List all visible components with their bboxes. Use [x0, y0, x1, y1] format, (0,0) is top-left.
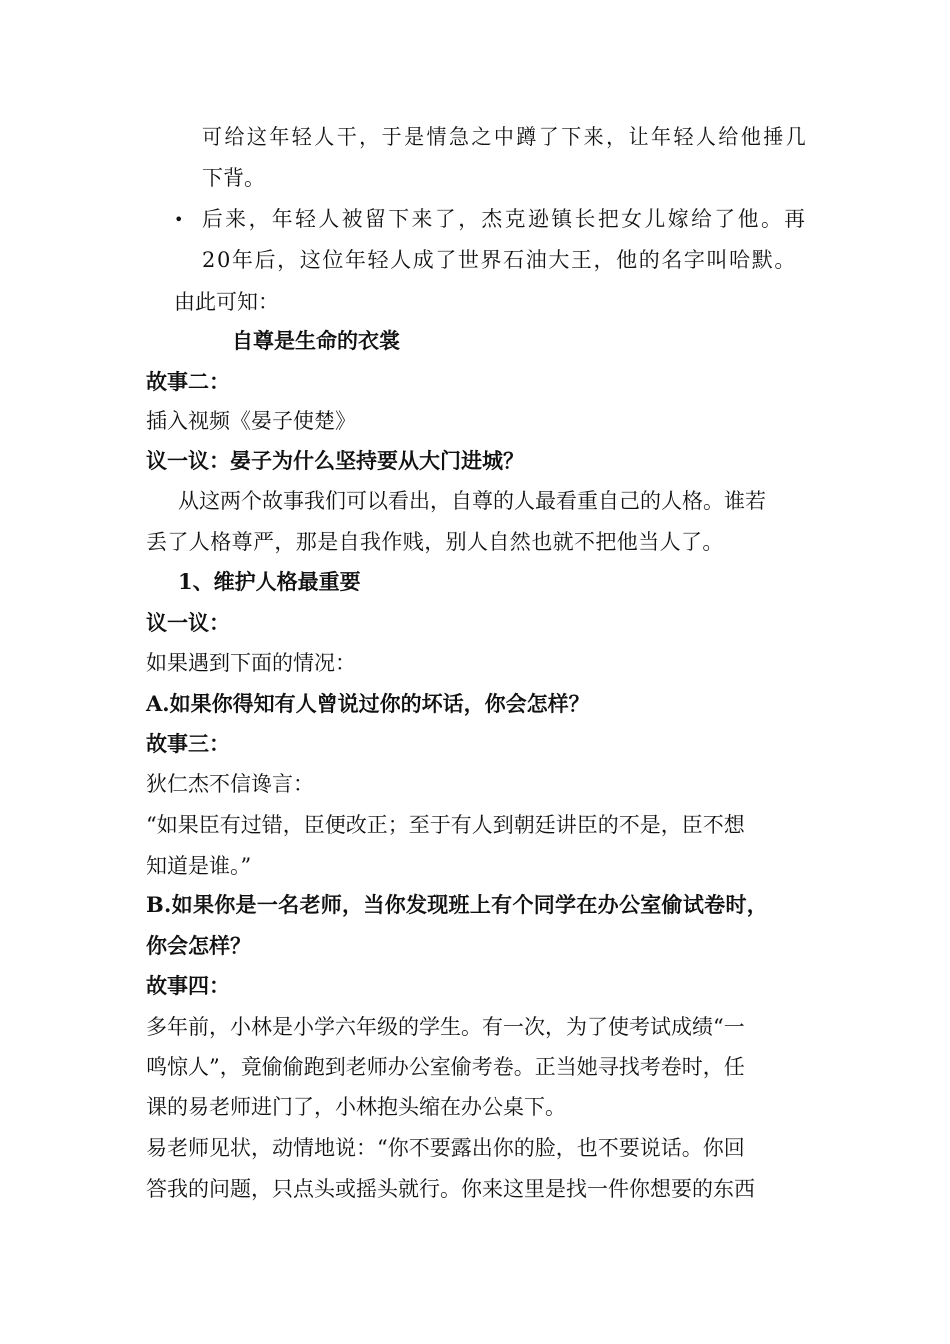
paragraph-line: 如果遇到下面的情况：: [146, 651, 356, 675]
situation-question: A.如果你得知有人曾说过你的坏话，你会怎样？: [146, 691, 590, 716]
paragraph-line: 下背。: [202, 166, 265, 190]
paragraph-line: 插入视频《晏子使楚》: [146, 409, 356, 433]
paragraph-line: 狄仁杰不信谗言：: [146, 772, 314, 796]
section-heading: 1、维护人格最重要: [178, 569, 361, 594]
paragraph-line: 课的易老师进门了，小林抱头缩在办公桌下。: [146, 1095, 566, 1119]
paragraph-line: 可给这年轻人干，于是情急之中蹲了下来，让年轻人给他捶几: [202, 125, 809, 149]
situation-question: 你会怎样？: [146, 933, 251, 958]
discussion-heading: 议一议：: [146, 610, 230, 635]
paragraph-line: 丢了人格尊严，那是自我作贱，别人自然也就不把他当人了。: [146, 530, 724, 554]
paragraph-line: 多年前，小林是小学六年级的学生。有一次，为了使考试成绩“一: [146, 1015, 745, 1039]
story-heading: 故事二：: [146, 369, 230, 394]
story-heading: 故事三：: [146, 731, 230, 756]
section-heading: 自尊是生命的衣裳: [232, 328, 400, 353]
paragraph-line: 答我的问题，只点头或摇头就行。你来这里是找一件你想要的东西: [146, 1177, 755, 1201]
quote-line: 知道是谁。”: [146, 854, 252, 878]
paragraph-line: 易老师见状，动情地说：“你不要露出你的脸，也不要说话。你回: [146, 1136, 745, 1160]
situation-question: B.如果你是一名老师，当你发现班上有个同学在办公室偷试卷时，: [146, 892, 769, 917]
quote-line: “如果臣有过错，臣便改正；至于有人到朝廷讲臣的不是，臣不想: [146, 813, 745, 837]
paragraph-line: 鸣惊人”，竟偷偷跑到老师办公室偷考卷。正当她寻找考卷时，任: [146, 1055, 745, 1079]
paragraph-line: 后来，年轻人被留下来了，杰克逊镇长把女儿嫁给了他。再: [202, 207, 808, 231]
paragraph-line: 从这两个故事我们可以看出，自尊的人最看重自己的人格。谁若: [178, 489, 766, 513]
story-heading: 故事四：: [146, 973, 230, 998]
discussion-question: 议一议：晏子为什么坚持要从大门进城？: [146, 448, 524, 473]
paragraph-line: 20年后，这位年轻人成了世界石油大王，他的名字叫哈默。: [202, 248, 797, 272]
paragraph-line: 由此可知：: [174, 290, 279, 314]
bullet-icon: •: [174, 210, 184, 229]
